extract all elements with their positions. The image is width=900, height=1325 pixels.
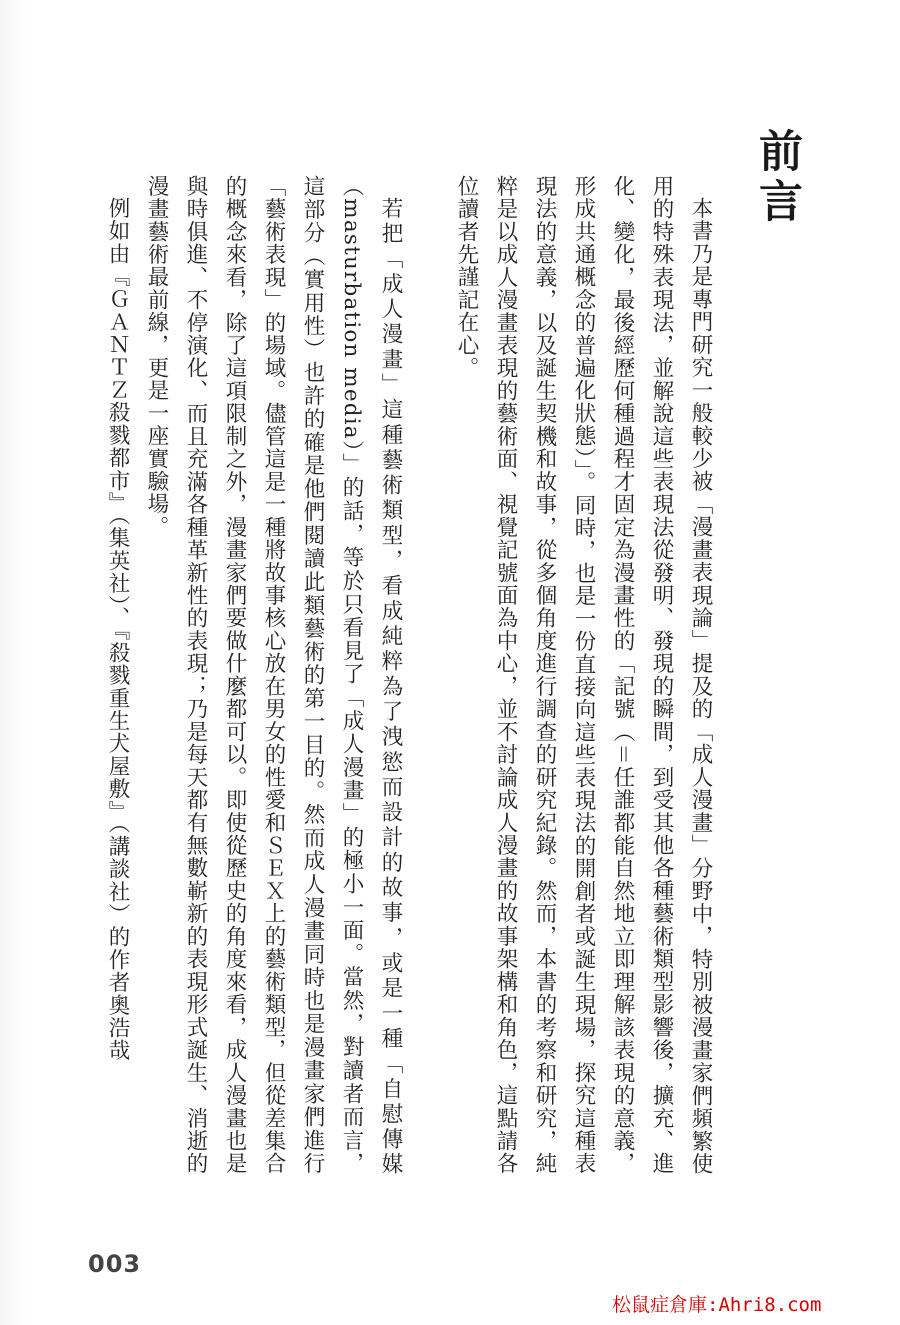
paragraph-2: 若把「成人漫畫」這種藝術類型，看成純粹為了洩慾而設計的故事，或是一種「自慰傳媒（masturbation media）」的話，等於只看見了「成人漫畫」的極小一面。當然，對讀者而言，這部分（實用性）也許的確是他們閱讀此類藝術的第一目的。然而成人漫畫同時也是漫畫家們進行「藝術表現」的場域。儘管這是一種將故事核心放在男女的性愛和ＳＥＸ上的藝術類型，但從差集合的概念來看，除了這項限制之外，漫畫家們要做什麼都可以。即使從歷史的角度來看，成人漫畫也是與時俱進、不停演化、而且充滿各種革新性的表現；乃是每天都有無數嶄新的表現形式誕生、消逝的漫畫藝術最前線，更是一座實驗場。 bbox=[144, 175, 403, 1175]
body-text-column-2 bbox=[100, 175, 410, 1175]
body-text-column-1 bbox=[450, 175, 720, 1175]
page-number: 003 bbox=[88, 1250, 142, 1278]
watermark-text: 松鼠症倉庫:Ahri8.com bbox=[612, 1294, 822, 1316]
paragraph-3: 例如由『ＧＡＮＴＺ殺戮都市』（集英社）、『殺戮重生犬屋敷』（講談社）的作者奧浩哉 bbox=[105, 196, 130, 1062]
page-title: 前言 bbox=[751, 128, 802, 228]
paragraph-1: 本書乃是專門研究一般較少被「漫畫表現論」提及的「成人漫畫」分野中，特別被漫畫家們頻繁使用的特殊表現法，並解說這些表現法從發明、發現的瞬間，到受其他各種藝術類型影響後，擴充、進化、變化，最後經歷何種過程才固定為漫畫性的「記號（＝任誰都能自然地立即理解該表現的意義，形成共通概念的普遍化狀態）」。同時，也是一份直接向這些表現法的開創者或誕生現場，探究這種表現法的意義，以及誕生契機和故事，從多個角度進行調查的研究紀錄。然而，本書的考察和研究，純粹是以成人漫畫表現的藝術面、視覺記號面為中心，並不討論成人漫畫的故事架構和角色，這點請各位讀者先謹記在心。 bbox=[454, 175, 713, 1175]
